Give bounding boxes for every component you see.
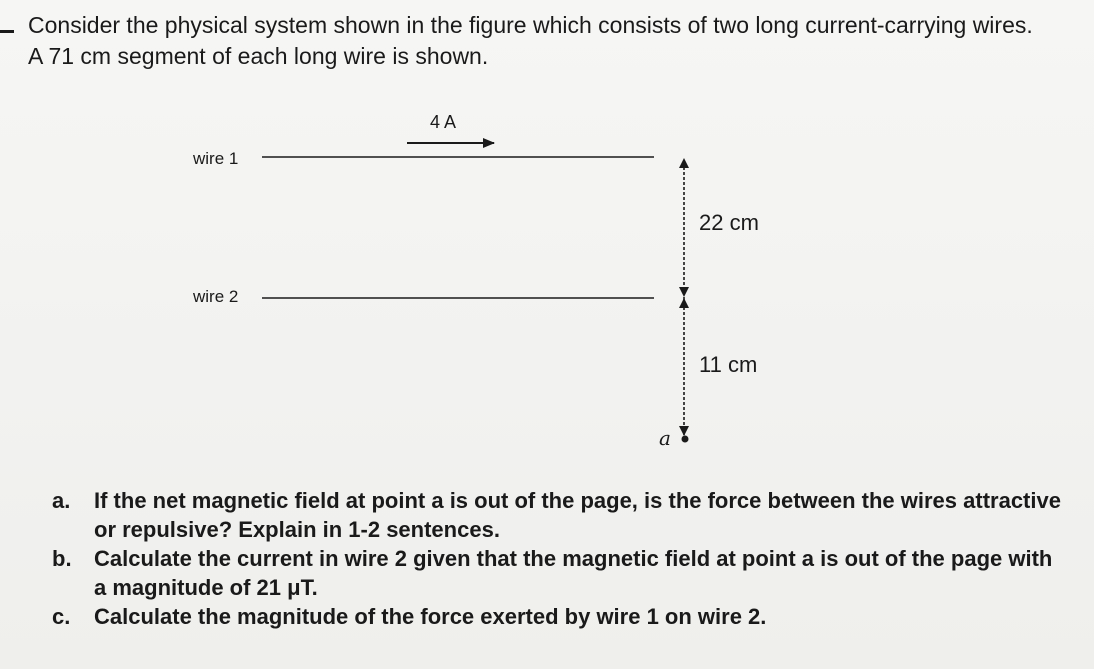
- current-label: 4 A: [430, 112, 457, 132]
- question-item: [52, 602, 1062, 631]
- list-bullet-mark: [0, 30, 14, 33]
- question-letter: a.: [52, 488, 71, 513]
- distance-bottom-label: 11 cm: [699, 352, 758, 377]
- distance-top-label: 22 cm: [699, 210, 759, 235]
- question-text: Calculate the current in wire 2 given that the magnetic field at point a is out of the page with a magnitude of 21 μT.: [94, 546, 1053, 600]
- question-list: [52, 486, 1062, 631]
- problem-intro: Consider the physical system shown in the figure which consists of two long current-carrying wires. A 71 cm segment of each long wire is shown.: [28, 12, 1033, 69]
- question-letter: b.: [52, 546, 72, 571]
- question-text: If the net magnetic field at point a is out of the page, is the force between the wires attractive or repulsive? Explain in 1-2 sentences.: [94, 488, 1061, 542]
- wire-2-label: wire 2: [193, 287, 239, 306]
- question-text: Calculate the magnitude of the force exerted by wire 1 on wire 2.: [94, 604, 767, 629]
- question-item: [52, 486, 1062, 544]
- question-item: [52, 544, 1062, 602]
- wire-1-label: wire 1: [193, 149, 239, 168]
- question-letter: c.: [52, 604, 71, 629]
- point-a-label: a: [659, 426, 671, 450]
